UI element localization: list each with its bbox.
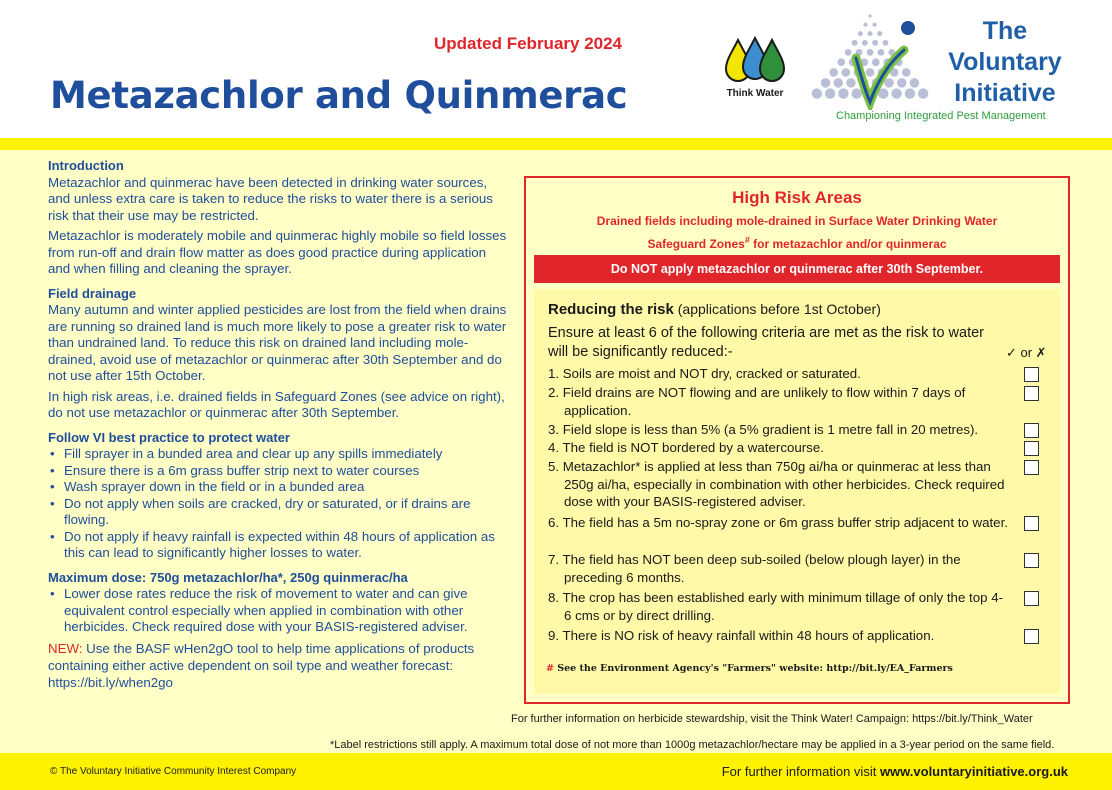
criterion-checkbox[interactable]	[1024, 367, 1039, 382]
voluntary-initiative-name: The Voluntary Initiative	[948, 17, 1062, 107]
high-risk-panel	[524, 176, 1070, 704]
criterion-item: 8. The crop has been established early with minimum tillage of only the top 4-6 cms or by direct drilling.	[548, 590, 1004, 623]
criterion-item: 7. The field has NOT been deep sub-soiled (below plough layer) in the preceding 6 months.	[548, 552, 961, 585]
think-water-info: For further information on herbicide stewardship, visit the Think Water! Campaign: https://bit.ly/Think_Water	[511, 713, 1033, 725]
voluntary-initiative-logo-icon	[808, 10, 938, 110]
page-footer	[0, 753, 1112, 790]
list-item: • Wash sprayer down in the field or in a bunded area	[48, 479, 508, 496]
intro-paragraph: Metazachlor is moderately mobile and quinmerac highly mobile so field losses from run-off and drain flow matter as does good practice during application and when filling and cleaning the sprayer.	[48, 228, 507, 276]
criterion-checkbox[interactable]	[1024, 386, 1039, 401]
criterion-item: 9. There is NO risk of heavy rainfall within 48 hours of application.	[548, 628, 935, 643]
criterion-checkbox[interactable]	[1024, 553, 1039, 568]
dose-list	[48, 586, 508, 636]
criteria-intro: Ensure at least 6 of the following criteria are met as the risk to water will be significantly reduced:-	[548, 325, 985, 360]
list-item: • Do not apply if heavy rainfall is expected within 48 hours of application as this can lead to significantly higher losses to water.	[48, 529, 508, 562]
high-risk-title: High Risk Areas	[732, 188, 862, 207]
criterion-checkbox[interactable]	[1024, 516, 1039, 531]
criterion-item: 1. Soils are moist and NOT dry, cracked or saturated.	[548, 366, 861, 381]
drainage-paragraph: Many autumn and winter applied pesticides are lost from the field when drains are running so drained land is much more likely to pose a greater risk to water than undrained land. To reduce this risk on drained land including mole-drained, avoid use of metazachlor or quinmerac after 30th September and do not use after 15th October.	[48, 302, 507, 383]
best-practice-list	[48, 446, 508, 562]
intro-paragraph: Metazachlor and quinmerac have been detected in drinking water sources, and unless extra care is taken to reduce the risks to water there is a serious risk that their use may be restricted.	[48, 174, 493, 223]
think-water-logo	[720, 36, 790, 106]
drainage-paragraph: In high risk areas, i.e. drained fields in Safeguard Zones (see advice on right), do not use metazachlor or quinmerac after 30th September.	[48, 388, 505, 420]
best-practice-heading: Follow VI best practice to protect water	[48, 429, 290, 445]
criterion-item: 5. Metazachlor* is applied at less than 750g ai/ha or quinmerac at less than 250g ai/ha, especially in combination with other herbicides. Check required dose with your BASIS-registered adviser.	[548, 459, 1005, 509]
criterion-item: 4. The field is NOT bordered by a watercourse.	[548, 440, 824, 455]
new-tool-paragraph	[48, 640, 508, 691]
drainage-heading: Field drainage	[48, 285, 137, 301]
new-label: NEW:	[48, 640, 83, 656]
list-item: • Do not apply when soils are cracked, dry or saturated, or if drains are flowing.	[48, 496, 508, 529]
page-header	[0, 0, 1112, 138]
criterion-item: 6. The field has a 5m no-spray zone or 6m grass buffer strip adjacent to water.	[548, 515, 1008, 530]
website-link[interactable]: www.voluntaryinitiative.org.uk	[879, 764, 1068, 779]
criterion-checkbox[interactable]	[1024, 441, 1039, 456]
list-item: • Fill sprayer in a bunded area and clear up any spills immediately	[48, 446, 508, 463]
content-area	[0, 150, 1112, 753]
criterion-checkbox[interactable]	[1024, 423, 1039, 438]
water-drops-icon	[724, 36, 786, 84]
footer-further-info: For further information visit www.voluntaryinitiative.org.uk	[721, 764, 1068, 779]
reducing-risk-panel	[534, 289, 1060, 694]
high-risk-subtitle: Drained fields including mole-drained in Surface Water Drinking Water Safeguard Zones# for metazachlor and/or quinmerac	[596, 214, 998, 251]
criterion-item: 3. Field slope is less than 5% (a 5% gradient is 1 metre fall in 20 metres).	[548, 422, 979, 437]
label-restrictions-note: *Label restrictions still apply. A maximum total dose of not more than 1000g metazachlor/hectare may be applied in a 3-year period on the same field.	[330, 739, 1055, 751]
environment-agency-footnote: # See the Environment Agency's "Farmers" website: http://bit.ly/EA_Farmers	[546, 663, 953, 674]
do-not-apply-banner: Do NOT apply metazachlor or quinmerac after 30th September.	[534, 255, 1060, 283]
criterion-item: 2. Field drains are NOT flowing and are unlikely to flow within 7 days of application.	[548, 385, 966, 418]
max-dose-heading: Maximum dose: 750g metazachlor/ha*, 250g quinmerac/ha	[48, 569, 408, 585]
new-tool-text: Use the BASF wHen2gO tool to help time applications of products containing either active dependent on soil type and weather forecast: https://bit.ly/when2go	[48, 640, 475, 690]
list-item: • Lower dose rates reduce the risk of movement to water and can give equivalent control especially when applied in combination with other herbicides. Check required dose with your BASIS-registered adviser.	[48, 586, 508, 636]
header-divider-bar	[0, 138, 1112, 150]
updated-date: Updated February 2024	[434, 34, 623, 53]
left-column	[48, 158, 508, 691]
criterion-checkbox[interactable]	[1024, 629, 1039, 644]
copyright-text: © The Voluntary Initiative Community Interest Company	[50, 766, 297, 777]
list-item: • Ensure there is a 6m grass buffer strip next to water courses	[48, 463, 508, 480]
criterion-checkbox[interactable]	[1024, 591, 1039, 606]
reducing-risk-heading: Reducing the risk (applications before 1st October)	[548, 301, 881, 318]
think-water-label: Think Water	[726, 88, 784, 99]
tick-or-cross-header: ✓ or ✗	[1006, 345, 1047, 360]
voluntary-initiative-tagline: Championing Integrated Pest Management	[836, 110, 1046, 122]
intro-heading: Introduction	[48, 158, 124, 173]
criterion-checkbox[interactable]	[1024, 460, 1039, 475]
page-title: Metazachlor and Quinmerac	[50, 74, 628, 117]
